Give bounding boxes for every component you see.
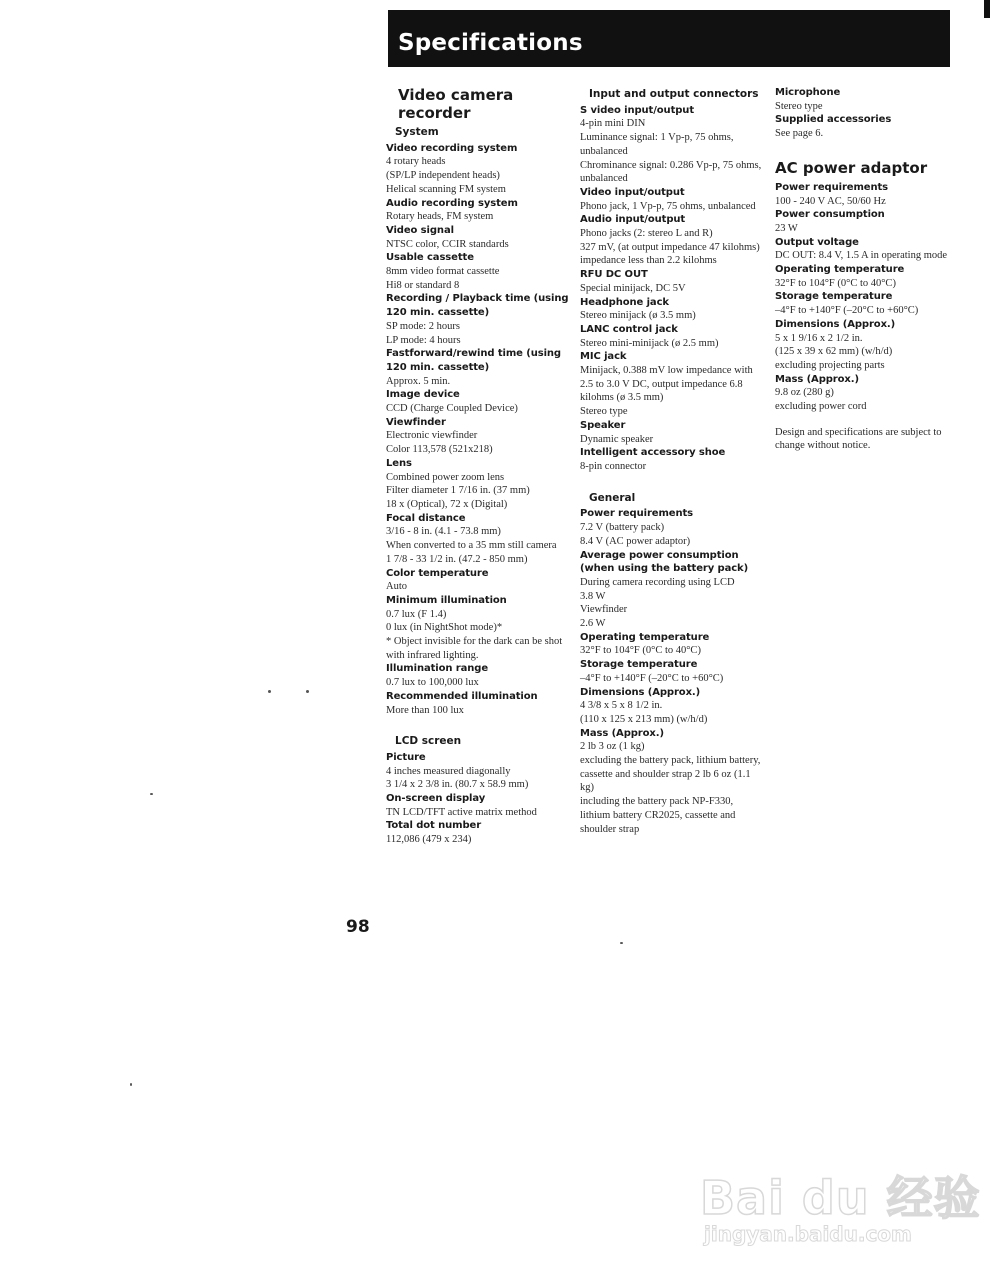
spec-label: On-screen display [386, 793, 486, 805]
spec-value: More than 100 lux [386, 704, 464, 716]
column-video-camera-recorder [386, 86, 571, 847]
spec-value: 3 1/4 x 2 3/8 in. (80.7 x 58.9 mm) [386, 779, 529, 791]
spec-value: 1 7/8 - 33 1/2 in. (47.2 - 850 mm) [386, 553, 528, 565]
spec-label: Output voltage [775, 236, 859, 248]
subsection-heading: System [395, 126, 439, 138]
spec-value: –4°F to +140°F (–20°C to +60°C) [775, 305, 919, 317]
spec-label: Color temperature [386, 567, 489, 579]
spec-label: Operating temperature [775, 264, 905, 276]
baidu-watermark [700, 1162, 981, 1262]
spec-value: (125 x 39 x 62 mm) (w/h/d) [775, 346, 893, 358]
spec-value: 32°F to 104°F (0°C to 40°C) [580, 645, 701, 657]
spec-value: Stereo type [775, 100, 823, 112]
spec-label: Microphone [775, 87, 841, 98]
spec-value: excluding projecting parts [775, 359, 885, 371]
spec-value: 4-pin mini DIN [580, 118, 646, 130]
subsection-heading: Input and output connectors [589, 88, 759, 100]
spec-value: 4 rotary heads [386, 156, 446, 168]
spec-label: Operating temperature [580, 631, 710, 643]
scan-speck [620, 942, 623, 944]
spec-value: 3/16 - 8 in. (4.1 - 73.8 mm) [386, 526, 501, 538]
page-edge-mark [984, 0, 990, 18]
spec-value: SP mode: 2 hours [386, 320, 460, 332]
spec-label: Video signal [386, 224, 454, 236]
spec-label: RFU DC OUT [580, 269, 648, 281]
spec-label: Video input/output [580, 186, 685, 198]
spec-value: 8-pin connector [580, 460, 647, 472]
spec-label: Recording / Playback time (using 120 min. cassette) [386, 293, 569, 319]
scan-speck [150, 793, 153, 795]
spec-label: Headphone jack [580, 296, 669, 308]
spec-label: Fastforward/rewind time (using 120 min. cassette) [386, 348, 561, 373]
spec-value: 2.6 W [580, 618, 606, 630]
spec-label: Storage temperature [580, 659, 698, 671]
spec-value: Filter diameter 1 7/16 in. (37 mm) [386, 485, 530, 497]
spec-value: Stereo type [580, 406, 628, 418]
spec-value: Hi8 or standard 8 [386, 279, 460, 291]
page-title: Specifications [398, 30, 583, 56]
spec-label: Usable cassette [386, 252, 474, 264]
spec-value: Minijack, 0.388 mV low impedance with 2.5 to 3.0 V DC, output impedance 6.8 kilohms (ø 3.5 mm) [580, 365, 753, 404]
disclaimer-note: Design and specifications are subject to change without notice. [775, 426, 942, 452]
spec-label: Audio input/output [580, 214, 686, 226]
spec-value: 2 lb 3 oz (1 kg) [580, 741, 645, 753]
spec-value: Auto [386, 581, 407, 593]
spec-label: Supplied accessories [775, 114, 892, 126]
watermark-logo: Bai du 经验 [700, 1171, 981, 1225]
spec-value: excluding power cord [775, 401, 867, 413]
spec-label: Audio recording system [386, 197, 518, 209]
spec-value: 100 - 240 V AC, 50/60 Hz [775, 195, 886, 207]
subsection-heading: General [589, 491, 636, 504]
spec-label: Image device [386, 389, 460, 401]
spec-value: During camera recording using LCD [580, 576, 735, 588]
section-heading: AC power adaptor [775, 158, 928, 177]
spec-value: Dynamic speaker [580, 433, 654, 445]
spec-value: 327 mV, (at output impedance 47 kilohms) impedance less than 2.2 kilohms [580, 241, 760, 267]
spec-value: Viewfinder [580, 604, 628, 616]
spec-value: CCD (Charge Coupled Device) [386, 403, 518, 415]
watermark-url: jingyan.baidu.com [704, 1222, 912, 1246]
spec-value: 4 inches measured diagonally [386, 765, 511, 777]
scan-speck [268, 690, 271, 693]
spec-value: When converted to a 35 mm still camera [386, 540, 557, 552]
spec-value: (SP/LP independent heads) [386, 170, 500, 182]
spec-label: Dimensions (Approx.) [775, 318, 896, 330]
spec-value: Luminance signal: 1 Vp-p, 75 ohms, unbalanced [580, 132, 734, 157]
spec-label: Speaker [580, 419, 626, 431]
spec-value: 112,086 (479 x 234) [386, 834, 472, 846]
spec-value: excluding the battery pack, lithium battery, cassette and shoulder strap 2 lb 6 oz (1.1 kg) [580, 755, 761, 794]
section-heading: Video camera recorder [398, 86, 514, 122]
spec-value: Phono jacks (2: stereo L and R) [580, 228, 713, 240]
spec-label: LANC control jack [580, 323, 678, 335]
spec-value: Color 113,578 (521x218) [386, 444, 493, 456]
spec-value: including the battery pack NP-F330, lithium battery CR2025, cassette and shoulder strap [580, 796, 736, 835]
spec-label: Total dot number [386, 820, 482, 832]
spec-value: 9.8 oz (280 g) [775, 387, 834, 399]
spec-value: Chrominance signal: 0.286 Vp-p, 75 ohms, unbalanced [580, 159, 762, 185]
spec-label: Viewfinder [386, 416, 446, 428]
spec-label: Lens [386, 457, 412, 469]
spec-value: 4 3/8 x 5 x 8 1/2 in. [580, 700, 663, 712]
spec-label: Power requirements [580, 508, 694, 520]
spec-label: MIC jack [580, 351, 627, 363]
spec-value: NTSC color, CCIR standards [386, 238, 509, 250]
spec-label: Intelligent accessory shoe [580, 447, 726, 459]
spec-label: Power consumption [775, 209, 885, 221]
spec-value: Stereo minijack (ø 3.5 mm) [580, 310, 696, 322]
spec-value: Combined power zoom lens [386, 471, 505, 483]
spec-value: 0.7 lux to 100,000 lux [386, 677, 479, 689]
spec-label: Picture [386, 751, 426, 763]
spec-value: See page 6. [775, 128, 824, 140]
spec-value: Rotary heads, FM system [386, 211, 494, 223]
spec-value: 18 x (Optical), 72 x (Digital) [386, 498, 508, 510]
scan-speck [306, 690, 309, 693]
spec-label: Illumination range [386, 663, 489, 675]
spec-value: Electronic viewfinder [386, 430, 478, 442]
spec-value: 0.7 lux (F 1.4) [386, 608, 447, 620]
scan-speck [130, 1083, 132, 1086]
spec-value: 8.4 V (AC power adaptor) [580, 535, 691, 547]
spec-value: Phono jack, 1 Vp-p, 75 ohms, unbalanced [580, 200, 756, 212]
spec-value: Special minijack, DC 5V [580, 282, 686, 294]
spec-value: LP mode: 4 hours [386, 334, 461, 346]
spec-label: Dimensions (Approx.) [580, 686, 701, 698]
spec-label: Focal distance [386, 512, 466, 524]
spec-value: 0 lux (in NightShot mode)* [386, 622, 503, 634]
spec-value: 3.8 W [580, 590, 606, 602]
spec-value: Approx. 5 min. [386, 375, 451, 387]
spec-value: 7.2 V (battery pack) [580, 522, 665, 534]
spec-value: (110 x 125 x 213 mm) (w/h/d) [580, 713, 708, 725]
spec-label: S video input/output [580, 104, 695, 116]
spec-value: –4°F to +140°F (–20°C to +60°C) [580, 672, 724, 684]
spec-value: TN LCD/TFT active matrix method [386, 806, 537, 818]
spec-label: Minimum illumination [386, 594, 507, 606]
spec-label: Power requirements [775, 181, 889, 193]
spec-label: Storage temperature [775, 291, 893, 303]
spec-value: * Object invisible for the dark can be shot with infrared lighting. [386, 636, 563, 661]
spec-label: Mass (Approx.) [580, 727, 664, 739]
subsection-heading: LCD screen [395, 735, 462, 748]
spec-value: DC OUT: 8.4 V, 1.5 A in operating mode [775, 250, 948, 262]
spec-value: Stereo mini-minijack (ø 2.5 mm) [580, 337, 719, 349]
spec-value: 23 W [775, 222, 798, 234]
page-number: 98 [346, 917, 370, 937]
column-connectors-general [580, 86, 765, 836]
spec-value: 5 x 1 9/16 x 2 1/2 in. [775, 332, 863, 344]
spec-label: Average power consumption (when using the battery pack) [580, 549, 749, 575]
spec-value: 8mm video format cassette [386, 266, 500, 278]
spec-label: Recommended illumination [386, 690, 538, 702]
spec-value: Helical scanning FM system [386, 183, 506, 195]
spec-value: 32°F to 104°F (0°C to 40°C) [775, 277, 896, 289]
title-banner [388, 10, 950, 67]
column-ac-power-adaptor [775, 86, 950, 453]
spec-label: Video recording system [386, 142, 518, 154]
spec-label: Mass (Approx.) [775, 373, 859, 385]
